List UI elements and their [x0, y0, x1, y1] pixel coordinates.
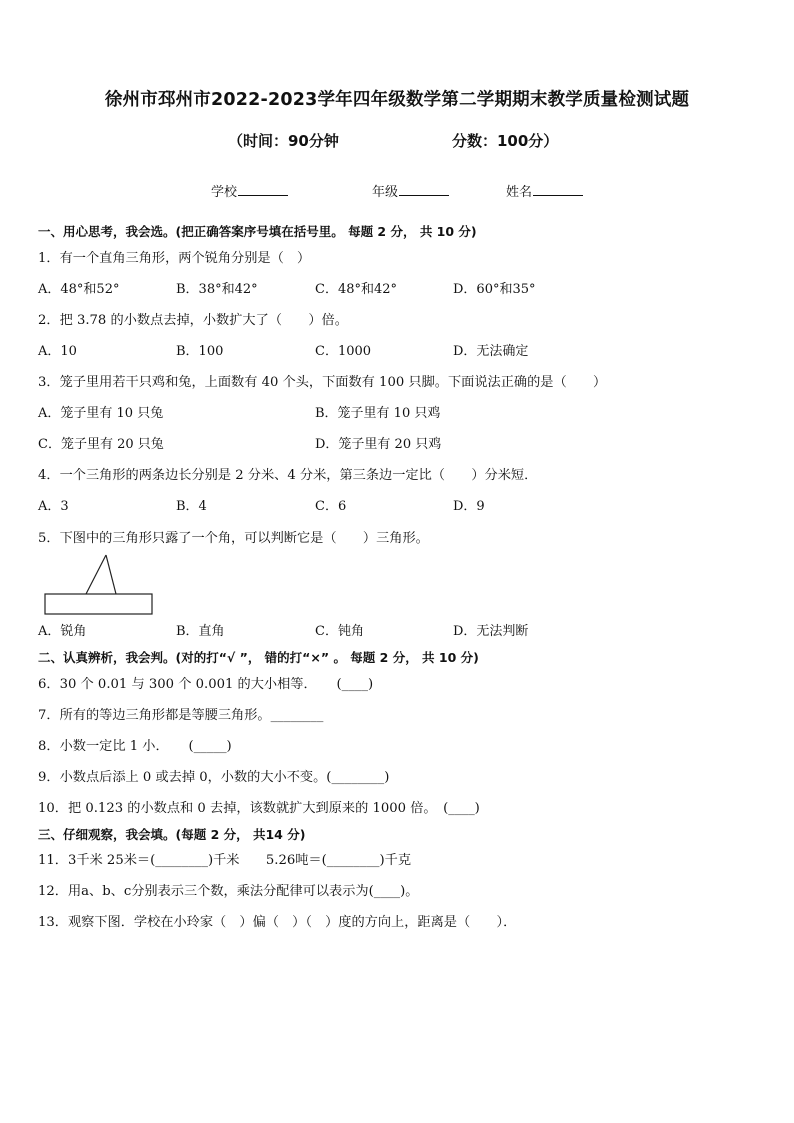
question-8: 8．小数一定比 1 小． (_____) [38, 739, 232, 754]
q3-option-c[interactable]: C．笼子里有 20 只兔 [38, 437, 164, 452]
q1-option-d[interactable]: D．60°和35° [453, 282, 536, 297]
question-1: 1．有一个直角三角形，两个锐角分别是（ ） [38, 251, 311, 266]
section-2-heading: 二、认真辨析，我会判。(对的打“√ ”， 错的打“×” 。 每题 2 分， 共 10 分) [38, 650, 479, 665]
q5-option-a[interactable]: A．锐角 [38, 624, 87, 639]
question-6: 6．30 个 0.01 与 300 个 0.001 的大小相等． (____) [38, 677, 374, 692]
q2-option-a[interactable]: A．10 [38, 344, 77, 359]
section-1-heading: 一、用心思考，我会选。(把正确答案序号填在括号里。 每题 2 分， 共 10 分) [38, 224, 477, 239]
q1-option-b[interactable]: B．38°和42° [176, 282, 258, 297]
q4-option-d[interactable]: D．9 [453, 499, 485, 514]
q5-option-d[interactable]: D．无法判断 [453, 624, 529, 639]
school-label: 学校 [211, 185, 238, 200]
question-10: 10．把 0.123 的小数点和 0 去掉，该数就扩大到原来的 1000 倍。 (____) [38, 801, 480, 816]
q3-option-d[interactable]: D．笼子里有 20 只鸡 [315, 437, 442, 452]
question-7: 7．所有的等边三角形都是等腰三角形。________ [38, 708, 324, 723]
q4-option-b[interactable]: B．4 [176, 499, 207, 514]
exam-score: 分数：100分） [452, 132, 559, 150]
q3-option-b[interactable]: B．笼子里有 10 只鸡 [315, 406, 441, 421]
question-3: 3．笼子里用若干只鸡和兔，上面数有 40 个头，下面数有 100 只脚。下面说法正确的是（ ） [38, 375, 607, 390]
q5-option-b[interactable]: B．直角 [176, 624, 225, 639]
q2-option-b[interactable]: B．100 [176, 344, 224, 359]
triangle-left-edge [86, 555, 106, 594]
name-field[interactable] [506, 181, 583, 200]
q3-option-a[interactable]: A．笼子里有 10 只兔 [38, 406, 164, 421]
exam-time: （时间：90分钟 [228, 132, 339, 150]
question-2: 2．把 3.78 的小数点去掉，小数扩大了（ ）倍。 [38, 313, 348, 328]
question-4: 4．一个三角形的两条边长分别是 2 分米、4 分米，第三条边一定比（ ）分米短． [38, 468, 538, 483]
name-label: 姓名 [506, 185, 533, 200]
school-field[interactable] [211, 181, 288, 200]
question-13: 13．观察下图．学校在小玲家（ ）偏（ ）（ ）度的方向上，距离是（ ）． [38, 915, 517, 930]
grade-field[interactable] [372, 181, 449, 200]
q4-option-a[interactable]: A．3 [38, 499, 69, 514]
grade-label: 年级 [372, 185, 399, 200]
page-title: 徐州市邳州市2022-2023学年四年级数学第二学期期末教学质量检测试题 [104, 90, 690, 110]
question-9: 9．小数点后添上 0 或去掉 0，小数的大小不变。(________) [38, 770, 390, 785]
q2-option-d[interactable]: D．无法确定 [453, 344, 529, 359]
q4-option-c[interactable]: C．6 [315, 499, 347, 514]
question-11: 11．3千米 25米＝(________)千米 5.26吨＝(________)千克 [38, 853, 412, 868]
q2-option-c[interactable]: C．1000 [315, 344, 372, 359]
q5-option-c[interactable]: C．钝角 [315, 624, 364, 639]
q1-option-a[interactable]: A．48°和52° [38, 282, 120, 297]
section-3-heading: 三、仔细观察，我会填。(每题 2 分， 共14 分) [38, 827, 306, 842]
q1-option-c[interactable]: C．48°和42° [315, 282, 398, 297]
question-5: 5．下图中的三角形只露了一个角，可以判断它是（ ）三角形。 [38, 531, 429, 546]
covering-rectangle [45, 594, 152, 614]
question-12: 12．用a、b、c分别表示三个数，乘法分配律可以表示为(____)。 [38, 884, 419, 899]
hidden-triangle-figure [44, 553, 156, 617]
triangle-right-edge [106, 555, 116, 594]
